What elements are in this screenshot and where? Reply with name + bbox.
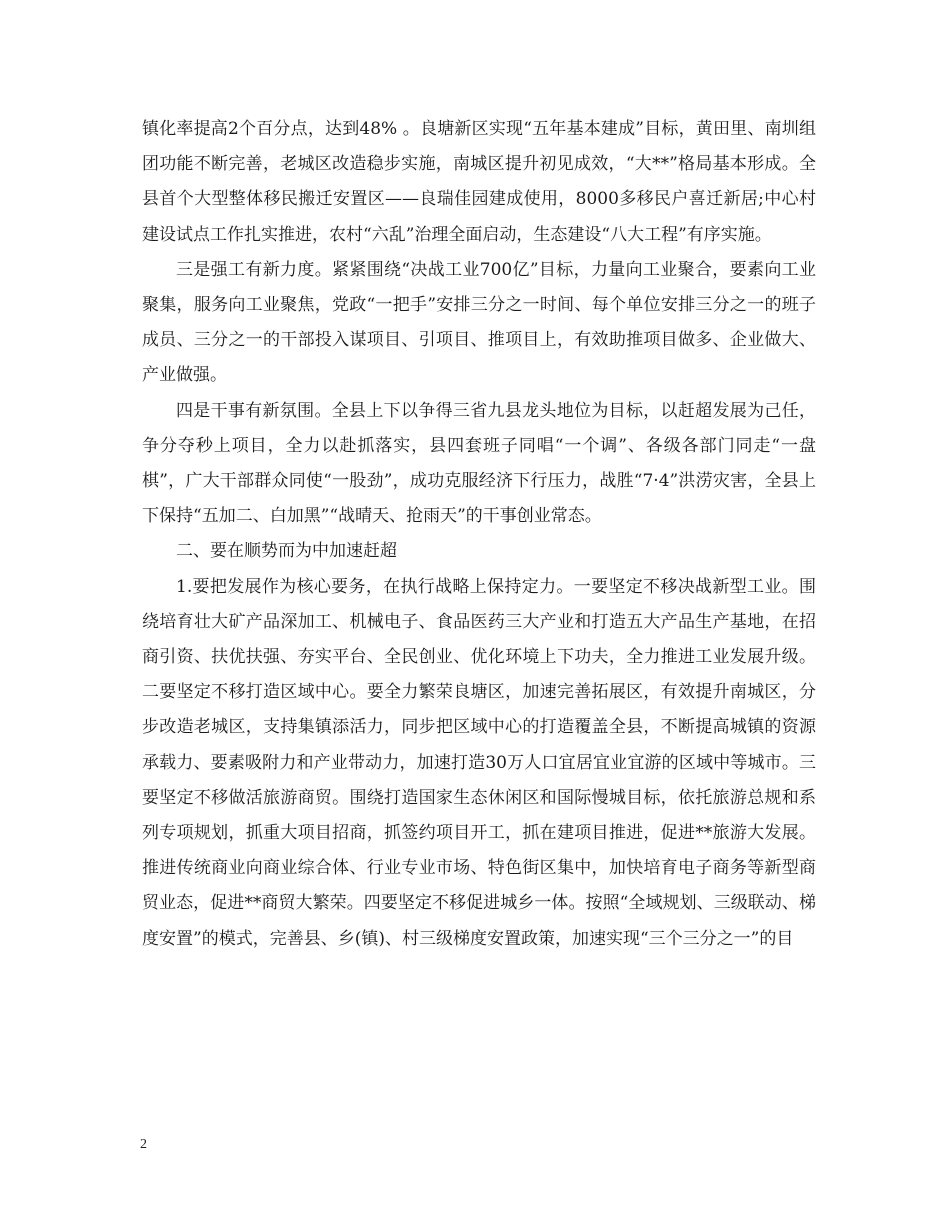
paragraph-urbanization: 镇化率提高2个百分点，达到48% 。良塘新区实现“五年基本建成”目标，黄田里、南圳组团功能不断完善，老城区改造稳步实施，南城区提升初见成效，“大**”格局基本形成。全县首个大型整体移民搬迁安置区——良瑞佳园建成使用，8000多移民户喜迁新居;中心村建设试点工作扎实推进，农村“六乱”治理全面启动，生态建设“八大工程”有序实施。 xyxy=(142,119,816,245)
paragraph-development-strategy: 1.要把发展作为核心要务，在执行战略上保持定力。一要坚定不移决战新型工业。围绕培育壮大矿产品深加工、机械电子、食品医药三大产业和打造五大产品生产基地，在招商引资、扶优扶强、夯实平台、全民创业、优化环境上下功夫，全力推进工业发展升级。二要坚定不移打造区域中心。要全力繁荣良塘区，加速完善拓展区，有效提升南城区，分步改造老城区，支持集镇添活力，同步把区域中心的打造覆盖全县，不断提高城镇的资源承载力、要素吸附力和产业带动力，加速打造30万人口宜居宜业宜游的区域中等城市。三要坚定不移做活旅游商贸。围绕打造国家生态休闲区和国际慢城目标，依托旅游总规和系列专项规划，抓重大项目招商，抓签约项目开工，抓在建项目推进，促进**旅游大发展。推进传统商业向商业综合体、行业专业市场、特色街区集中，加快培育电子商务等新型商贸业态，促进**商贸大繁荣。四要坚定不移促进城乡一体。按照“全域规划、三级联动、梯度安置”的模式，完善县、乡(镇)、村三级梯度安置政策，加速实现“三个三分之一”的目 xyxy=(142,576,816,949)
page-number: 2 xyxy=(140,1137,147,1152)
section-heading: 二、要在顺势而为中加速赶超 xyxy=(176,541,397,562)
document-body xyxy=(142,112,816,957)
paragraph-industry-strength: 三是强工有新力度。紧紧围绕“决战工业700亿”目标，力量向工业聚合，要素向工业聚集，服务向工业聚焦，党政“一把手”安排三分之一时间、每个单位安排三分之一的班子成员、三分之一的干部投入谋项目、引项目、推项目上，有效助推项目做多、企业做大、产业做强。 xyxy=(142,259,816,386)
paragraph-work-atmosphere: 四是干事有新氛围。全县上下以争得三省九县龙头地位为目标，以赶超发展为己任，争分夺秒上项目，全力以赴抓落实，县四套班子同唱“一个调”、各级各部门同走“一盘棋”，广大干部群众同使“一股劲”，成功克服经济下行压力，战胜“7·4”洪涝灾害，全县上下保持“五加二、白加黑”“战晴天、抢雨天”的干事创业常态。 xyxy=(142,400,816,527)
